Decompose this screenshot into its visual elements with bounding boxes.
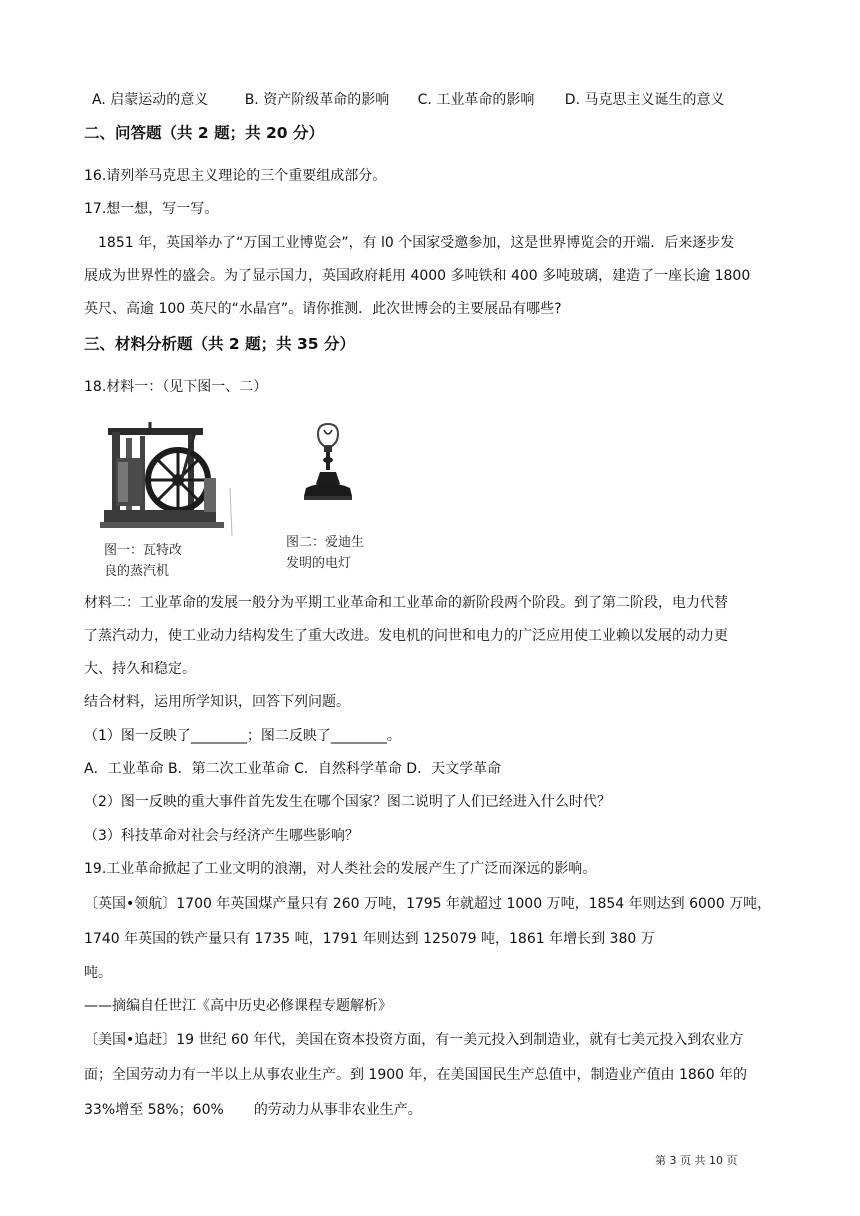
question-19-material2-line: 面；全国劳动力有一半以上从事农业生产。到 1900 年，在美国国民生产总值中，制造业产值由 1860 年的 [84, 1067, 748, 1083]
figure2-caption-line: 图二：爱迪生 [286, 535, 365, 550]
question-19-material1-line: 1740 年英国的铁产量只有 1735 吨，1791 年则达到 125079 吨，1861 年增长到 380 万 [84, 931, 655, 947]
question-19-material1-line: 吨。 [84, 965, 112, 981]
instruction: 结合材料，运用所学知识，回答下列问题。 [84, 694, 350, 710]
q15-option-a: A. 启蒙运动的意义 [92, 92, 209, 108]
question-17-paragraph-line: 展成为世界性的盛会。为了显示国力，英国政府耗用 4000 多吨铁和 400 多吨玻璃，建造了一座长逾 1800 [84, 268, 751, 284]
question-19-intro: 19.工业革命掀起了工业文明的浪潮，对人类社会的发展产生了广泛而深远的影响。 [84, 861, 597, 877]
question-19-material2-part: 的劳动力从事非农业生产。 [253, 1102, 422, 1118]
q15-option-c: C. 工业革命的影响 [417, 92, 535, 108]
question-18-1: （1）图一反映了________；图二反映了________。 [84, 728, 401, 744]
question-18-3: （3）科技革命对社会与经济产生哪些影响？ [84, 828, 359, 844]
question-19-source: ——摘编自任世江《高中历史必修课程专题解析》 [84, 998, 392, 1014]
question-18-2: （2）图一反映的重大事件首先发生在哪个国家？图二说明了人们已经进入什么时代？ [84, 794, 611, 810]
q15-option-d: D. 马克思主义诞生的意义 [564, 92, 725, 108]
question-19-material1-line: 〔英国•领航〕1700 年英国煤产量只有 260 万吨，1795 年就超过 1000 万吨，1854 年则达到 6000 万吨， [84, 896, 772, 912]
q15-options [92, 89, 724, 109]
question-19-material2-line: 〔美国•追赶〕19 世纪 60 年代，美国在资本投资方面，有一美元投入到制造业，就有七美元投入到农业方 [84, 1032, 744, 1048]
q15-option-b: B. 资产阶级革命的影响 [244, 92, 390, 108]
page-number: 第 3 页 共 10 页 [655, 1154, 738, 1167]
section3-heading: 三、材料分析题（共 2 题；共 35 分） [84, 335, 355, 353]
figure2-caption-line: 发明的电灯 [286, 556, 352, 571]
question-17-paragraph-line: 英尺、高逾 100 英尺的“水晶宫”。请你推测．此次世博会的主要展品有哪些? [84, 301, 562, 317]
question-18-intro: 18.材料一：（见下图一、二） [84, 379, 268, 395]
question-19-material2-line [84, 1100, 422, 1120]
figure1-caption [104, 540, 182, 582]
material2-line: 了蒸汽动力，使工业动力结构发生了重大改进。发电机的问世和电力的广泛应用使工业赖以发展的动力更 [84, 628, 728, 644]
question-17-paragraph-line: 1851 年，英国举办了“万国工业博览会”，有 l0 个国家受邀参加，这是世界博览会的开端．后来逐步发 [98, 235, 735, 251]
material2-line: 材料二：工业革命的发展一般分为平期工业革命和工业革命的新阶段两个阶段。到了第二阶段，电力代替 [84, 595, 728, 611]
material2-line: 大、持久和稳定。 [84, 661, 196, 677]
question-19-material2-part: 33%增至 58%；60% [84, 1102, 224, 1118]
steam-engine-figure [100, 418, 240, 536]
figure1-caption-line: 良的蒸汽机 [104, 564, 170, 579]
figure2-caption [286, 532, 364, 574]
question-18-1-options: A．工业革命 B．第二次工业革命 C．自然科学革命 D．天文学革命 [84, 761, 502, 777]
figure1-caption-line: 图一：瓦特改 [104, 543, 183, 558]
section2-heading: 二、问答题（共 2 题；共 20 分） [84, 124, 324, 142]
question-17-title: 17.想一想，写一写。 [84, 201, 219, 217]
question-16: 16.请列举马克思主义理论的三个重要组成部分。 [84, 168, 387, 184]
electric-lamp-figure [296, 420, 366, 510]
